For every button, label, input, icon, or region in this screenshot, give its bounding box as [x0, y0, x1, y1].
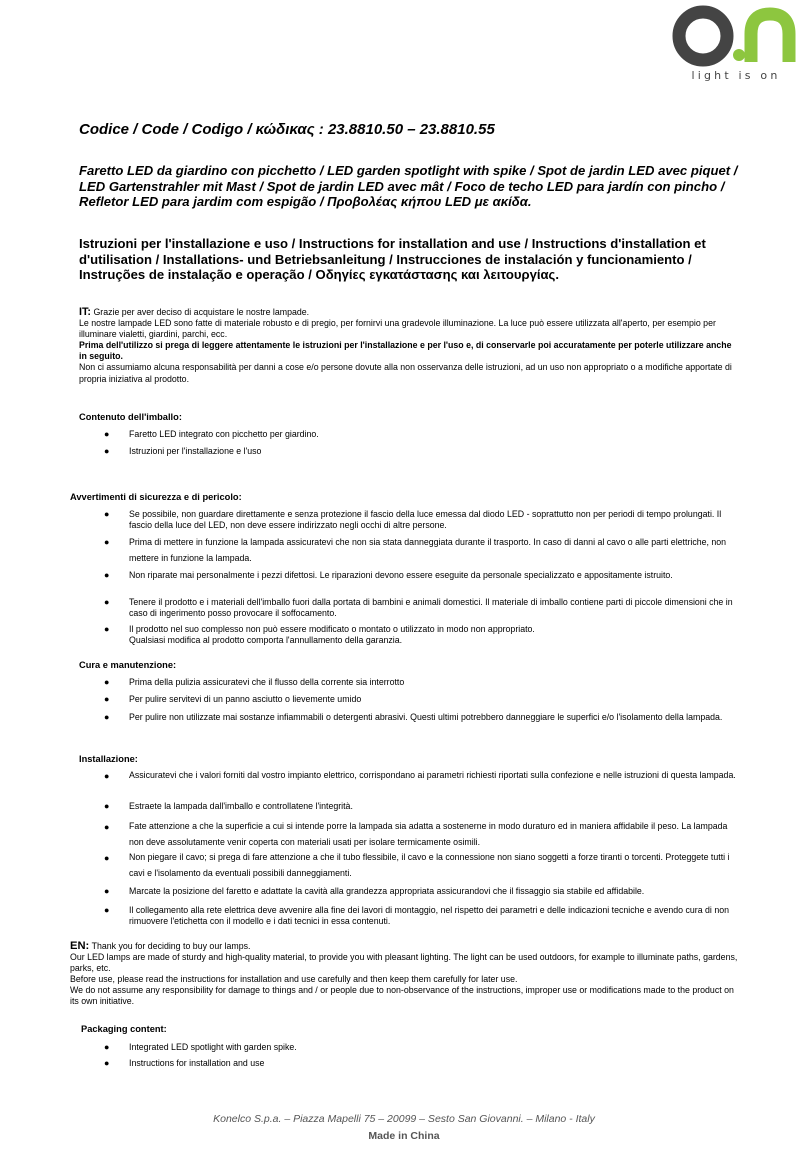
bullet-icon: ●	[104, 822, 110, 832]
it-care-heading: Cura e manutenzione:	[79, 660, 177, 670]
on-logo-mark	[672, 4, 796, 70]
list-item: Istruzioni per l'installazione e l'uso	[129, 446, 262, 456]
it-intro: Grazie per aver deciso di acquistare le nostre lampade.	[93, 307, 310, 317]
en-paragraph-2: Before use, please read the instructions for installation and use carefully and then keep them carefully for later use.	[70, 974, 518, 985]
en-intro-section	[70, 941, 740, 1008]
bullet-icon: ●	[104, 509, 110, 519]
en-package-heading: Packaging content:	[81, 1024, 167, 1034]
it-safety-heading: Avvertimenti di sicurezza e di pericolo:	[70, 492, 242, 502]
bullet-icon: ●	[104, 677, 110, 687]
bullet-icon: ●	[104, 624, 110, 634]
bullet-icon: ●	[104, 429, 110, 439]
list-item: Il collegamento alla rete elettrica deve avvenire alla fine dei lavori di montaggio, nel rispetto dei parametri e delle indicazioni tecniche e avendo cura di non rimuovere l'etichetta con il modello e i dati tecnici in essa contenuti.	[129, 905, 730, 927]
list-item: Per pulire servitevi di un panno asciutto o lievemente umido	[129, 694, 362, 704]
it-install-heading: Installazione:	[79, 754, 138, 764]
bullet-icon: ●	[104, 694, 110, 704]
footer-made-in: Made in China	[368, 1130, 440, 1142]
list-item: Prima della pulizia assicuratevi che il flusso della corrente sia interrotto	[129, 677, 405, 687]
bullet-icon: ●	[104, 853, 110, 863]
bullet-icon: ●	[104, 801, 110, 811]
list-item: Instructions for installation and use	[129, 1058, 265, 1068]
bullet-icon: ●	[104, 537, 110, 547]
list-item: Integrated LED spotlight with garden spike.	[129, 1042, 297, 1052]
bullet-icon: ●	[104, 570, 110, 580]
en-intro: Thank you for deciding to buy our lamps.	[91, 941, 251, 951]
list-item: Non piegare il cavo; si prega di fare attenzione a che il tubo flessibile, il cavo e la connessione non siano soggetti a forze tiranti o torcenti. Proteggete tutti i cavi e l'isolamento da eventuali possibili danneggiamenti.	[129, 852, 730, 878]
lang-code-it: IT:	[79, 306, 91, 318]
list-item: Fate attenzione a che la superficie a cui si intende porre la lampada sia adatta a sostenerne in modo duraturo ed in maniera affidabile il peso. La lampada non deve assolutamente venir coperta con materiali usati per isolare termicamente osimili.	[129, 821, 728, 847]
it-paragraph-3: Non ci assumiamo alcuna responsabilità per danni a cose e/o persone dovute alla non osservanza delle istruzioni, ad un uso non appropriato o a modifiche apportate di propria iniziativa al prodotto.	[79, 362, 732, 384]
it-intro-section	[79, 307, 739, 385]
list-item: Faretto LED integrato con picchetto per giardino.	[129, 429, 319, 439]
list-item: Il prodotto nel suo complesso non può essere modificato o montato o utilizzato in modo non appropriato. Qualsiasi modifica al prodotto comporta l'annullamento della garanzia.	[129, 624, 535, 646]
bullet-icon: ●	[104, 446, 110, 456]
bullet-icon: ●	[104, 712, 110, 722]
list-item: Estraete la lampada dall'imballo e controllatene l'integrità.	[129, 801, 353, 811]
bullet-icon: ●	[104, 597, 110, 607]
it-paragraph-1: Le nostre lampade LED sono fatte di materiale robusto e di pregio, per fornirvi una gradevole illuminazione. La luce può essere utilizzata all'aperto, per esempio per illuminare vialetti, giardini, parchi, ecc.	[79, 318, 716, 340]
it-paragraph-2: Prima dell'utilizzo si prega di leggere attentamente le istruzioni per l'installazione e per l'uso e, di conservarle poi accuratamente per poterle utilizzare anche in seguito.	[79, 340, 732, 362]
instructions-title: Istruzioni per l'installazione e uso / Instructions for installation and use / Instructions d'installation et d'utilisation / Installations- und Betriebsanleitung / Instrucciones de instalación y funcionamiento / Instruções de instalação e operação / Οδηγίες εγκατάστασης και λειτουργίας.	[79, 236, 706, 283]
list-item: Se possibile, non guardare direttamente e senza protezione il fascio della luce emessa dal diodo LED - soprattutto non per periodi di tempo prolungati. Il fascio della luce del LED, non deve essere indirizzato negli occhi di altre persone.	[129, 509, 722, 531]
list-item: Prima di mettere in funzione la lampada assicuratevi che non sia stata danneggiata durante il trasporto. In caso di danni al cavo o alle parti elettriche, non mettere in funzione la lampada.	[129, 537, 727, 563]
bullet-icon: ●	[104, 905, 110, 915]
bullet-icon: ●	[104, 886, 110, 896]
brand-logo	[672, 4, 796, 84]
bullet-icon: ●	[104, 1058, 110, 1068]
product-code-line: Codice / Code / Codigo / κώδικας : 23.8810.50 – 23.8810.55	[79, 121, 495, 138]
en-paragraph-1: Our LED lamps are made of sturdy and high-quality material, to provide you with pleasant lighting. The light can be used outdoors, for example to illuminate paths, gardens, parks, etc.	[70, 952, 738, 974]
it-package-heading: Contenuto dell'imballo:	[79, 412, 182, 422]
list-item: Non riparate mai personalmente i pezzi difettosi. Le riparazioni devono essere eseguite da personale specializzato e appositamente istruito.	[129, 570, 673, 580]
bullet-icon: ●	[104, 1042, 110, 1052]
product-title: Faretto LED da giardino con picchetto / LED garden spotlight with spike / Spot de jardin LED avec piquet / LED Gartenstrahler mit Mast / Spot de jardin LED avec mât / Foco de techo LED para jardín con pincho / Refletor LED para jardim com espigão / Προβολέας κήπου LED με ακίδα.	[79, 163, 738, 210]
bullet-icon: ●	[104, 771, 110, 781]
list-item: Assicuratevi che i valori forniti dal vostro impianto elettrico, corrispondano ai parametri richiesti riportati sulla confezione e nelle istruzioni di questa lampada.	[129, 770, 736, 780]
list-item: Marcate la posizione del faretto e adattate la cavità alla grandezza appropriata assicurandovi che il fissaggio sia stabile ed affidabile.	[129, 886, 645, 896]
logo-tagline: light is on	[691, 69, 781, 82]
en-paragraph-3: We do not assume any responsibility for damage to things and / or people due to non-observance of the instructions, improper use or modifications made to the product on its own initiative.	[70, 985, 734, 1007]
footer-address: Konelco S.p.a. – Piazza Mapelli 75 – 20099 – Sesto San Giovanni. – Milano - Italy	[213, 1113, 595, 1125]
lang-code-en: EN:	[70, 940, 90, 952]
list-item: Per pulire non utilizzate mai sostanze infiammabili o detergenti abrasivi. Questi ultimi potrebbero danneggiare le superfici e/o l'isolamento della lampada.	[129, 712, 723, 722]
list-item: Tenere il prodotto e i materiali dell'imballo fuori dalla portata di bambini e animali domestici. Il materiale di imballo contiene parti di piccole dimensioni che in caso di ingerimento posso provocare il soffocamento.	[129, 597, 733, 619]
